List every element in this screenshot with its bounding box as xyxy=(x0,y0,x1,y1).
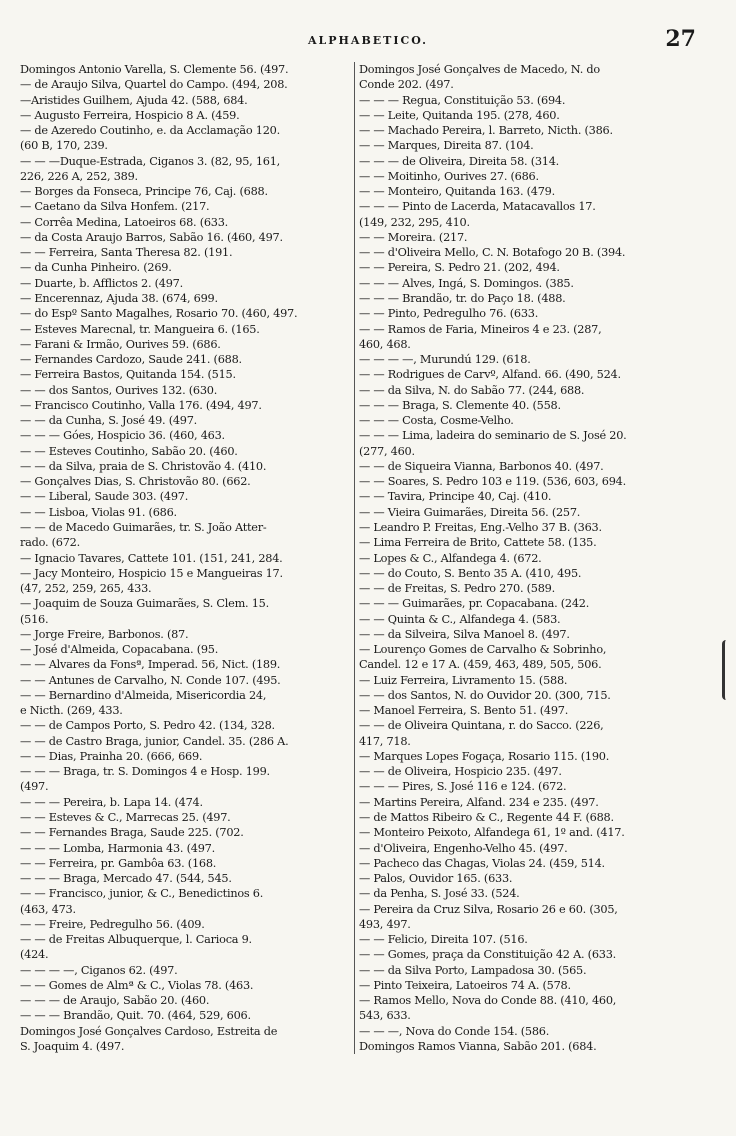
directory-entry-line: rado. (672. xyxy=(20,536,80,550)
directory-entry-line: — — — —, Murundú 129. (618. xyxy=(359,353,531,367)
directory-entry-line: — — — Braga, tr. S. Domingos 4 e Hosp. 199. xyxy=(20,765,270,779)
directory-entry-line: 417, 718. xyxy=(359,734,411,748)
directory-entry-line: — Lopes & C., Alfandega 4. (672. xyxy=(359,551,542,565)
directory-entry-line: — — Rodrigues de Carvº, Alfand. 66. (490, 524. xyxy=(359,368,621,382)
directory-entry-line: Domingos Antonio Varella, S. Clemente 56. (497. xyxy=(20,63,289,76)
directory-entry-line: — — — Lomba, Harmonia 43. (497. xyxy=(20,841,215,855)
directory-entry-line: — Augusto Ferreira, Hospicio 8 A. (459. xyxy=(20,108,240,122)
directory-entry-line: — Farani & Irmão, Ourives 59. (686. xyxy=(20,337,221,351)
directory-entry-line: (60 B, 170, 239. xyxy=(20,139,108,153)
directory-entry-line: — — Ramos de Faria, Mineiros 4 e 23. (287, xyxy=(359,322,602,336)
directory-entry-line: — de Mattos Ribeiro & C., Regente 44 F. (688. xyxy=(359,811,614,825)
directory-entry-line: — Jorge Freire, Barbonos. (87. xyxy=(20,627,189,641)
directory-entry-line: — — dos Santos, Ourives 132. (630. xyxy=(20,383,218,397)
directory-entry-line: — Joaquim de Souza Guimarães, S. Clem. 15. xyxy=(20,597,269,611)
directory-entry-line: — José d'Almeida, Copacabana. (95. xyxy=(20,643,219,657)
directory-entry-line: — — da Silveira, Silva Manoel 8. (497. xyxy=(359,627,570,641)
directory-entry-line: — Caetano da Silva Honfem. (217. xyxy=(20,200,210,214)
directory-entry-line: — Duarte, b. Afflictos 2. (497. xyxy=(20,276,183,290)
directory-entry-line: (277, 460. xyxy=(359,444,415,458)
directory-entry-line: — Francisco Coutinho, Valla 176. (494, 497. xyxy=(20,398,262,412)
directory-entry-line: — — Antunes de Carvalho, N. Conde 107. (495. xyxy=(20,673,281,687)
directory-entry-line: — — —Duque-Estrada, Ciganos 3. (82, 95, 161, xyxy=(20,154,281,168)
directory-entry-line: — — Freire, Pedregulho 56. (409. xyxy=(20,917,205,931)
directory-entry-line: — Ferreira Bastos, Quitanda 154. (515. xyxy=(20,368,236,382)
directory-entry-line: — — Moitinho, Ourives 27. (686. xyxy=(359,169,539,183)
directory-entry-line: — — Felicio, Direita 107. (516. xyxy=(359,933,528,947)
directory-entry-line: Conde 202. (497. xyxy=(359,78,454,92)
directory-entry-line: — — Esteves Coutinho, Sabão 20. (460. xyxy=(20,444,238,458)
directory-entry-line: — de Azeredo Coutinho, e. da Acclamação 120. xyxy=(20,124,280,138)
directory-entry-line: — — — Lima, ladeira do seminario de S. José 20. xyxy=(359,429,627,443)
directory-entry-line: — — — Braga, Mercado 47. (544, 545. xyxy=(20,872,232,886)
directory-entry-line: — — Gomes, praça da Constituição 42 A. (633. xyxy=(359,948,616,962)
directory-entry-line: — — — de Oliveira, Direita 58. (314. xyxy=(359,154,560,168)
directory-entry-line: — da Costa Araujo Barros, Sabão 16. (460, 497. xyxy=(20,230,283,244)
directory-entry-line: — — — Guimarães, pr. Copacabana. (242. xyxy=(359,597,590,611)
margin-mark xyxy=(722,640,730,700)
directory-entry-line: (424. xyxy=(20,948,49,962)
directory-entry-line: — — — Costa, Cosme-Velho. xyxy=(359,414,514,428)
directory-entry-line: 543, 633. xyxy=(359,1009,411,1023)
directory-entry-line: — Borges da Fonseca, Principe 76, Caj. (688. xyxy=(20,185,268,199)
directory-entry-line: — — — Brandão, Quit. 70. (464, 529, 606. xyxy=(20,1009,251,1023)
directory-entry-line: Domingos José Gonçalves de Macedo, N. do xyxy=(359,63,600,76)
directory-entry-line: — Pinto Teixeira, Latoeiros 74 A. (578. xyxy=(359,978,571,992)
directory-entry-line: 226, 226 A, 252, 389. xyxy=(20,169,138,183)
directory-entry-line: — Ramos Mello, Nova do Conde 88. (410, 460, xyxy=(359,994,617,1008)
directory-entry-line: — Pereira da Cruz Silva, Rosario 26 e 60. (305, xyxy=(359,902,618,916)
directory-entry-line: — — Lisboa, Violas 91. (686. xyxy=(20,505,177,519)
directory-entry-line: — Leandro P. Freitas, Eng.-Velho 37 B. (363. xyxy=(359,520,602,534)
directory-entry-line: — — da Silva, N. do Sabão 77. (244, 688. xyxy=(359,383,585,397)
directory-entry-line: — — da Silva, praia de S. Christovão 4. (410. xyxy=(20,459,267,473)
directory-entry-line: — — de Siqueira Vianna, Barbonos 40. (497. xyxy=(359,459,604,473)
directory-entry-line: — Monteiro Peixoto, Alfandega 61, 1º and. (417. xyxy=(359,826,625,840)
directory-entry-line: — — da Cunha, S. José 49. (497. xyxy=(20,414,198,428)
directory-entry-line: — — — Pires, S. José 116 e 124. (672. xyxy=(359,780,567,794)
directory-entry-line: — — Quinta & C., Alfandega 4. (583. xyxy=(359,612,561,626)
directory-entry-line: — Encerennaz, Ajuda 38. (674, 699. xyxy=(20,291,218,305)
directory-entry-line: — — Marques, Direita 87. (104. xyxy=(359,139,534,153)
directory-entry-line: Candel. 12 e 17 A. (459, 463, 489, 505, 506. xyxy=(359,658,602,672)
directory-entry-line: (516. xyxy=(20,612,49,626)
directory-entry-line: — — Alvares da Fonsª, Imperad. 56, Nict. (189. xyxy=(20,658,281,672)
directory-entry-line: — — Machado Pereira, l. Barreto, Nicth. (386. xyxy=(359,124,613,138)
directory-entry-line: — da Penha, S. José 33. (524. xyxy=(359,887,520,901)
directory-entry-line: — Jacy Monteiro, Hospicio 15 e Mangueiras 17. xyxy=(20,566,283,580)
directory-entry-line: —Aristides Guilhem, Ajuda 42. (588, 684. xyxy=(20,93,248,107)
directory-entry-line: — — — Alves, Ingá, S. Domingos. (385. xyxy=(359,276,574,290)
directory-entry-line: — — de Castro Braga, junior, Candel. 35. (286 A. xyxy=(20,734,289,748)
directory-entry-line: — — Moreira. (217. xyxy=(359,230,468,244)
directory-entry-line: 493, 497. xyxy=(359,917,411,931)
directory-entry-line: — — — Brandão, tr. do Paço 18. (488. xyxy=(359,291,566,305)
directory-entry-line: — — de Macedo Guimarães, tr. S. João Atter- xyxy=(20,520,267,534)
directory-entry-line: — — Leite, Quitanda 195. (278, 460. xyxy=(359,108,560,122)
directory-entry-line: — — d'Oliveira Mello, C. N. Botafogo 20 B. (394. xyxy=(359,246,626,260)
directory-entry-line: (497. xyxy=(20,780,49,794)
directory-entry-line: — — Gomes de Almª & C., Violas 78. (463. xyxy=(20,978,254,992)
directory-entry-line: — — de Campos Porto, S. Pedro 42. (134, 328. xyxy=(20,719,275,733)
directory-entry-line: — da Cunha Pinheiro. (269. xyxy=(20,261,172,275)
directory-entry-line: — — — Regua, Constituição 53. (694. xyxy=(359,93,566,107)
directory-entry-line: — Marques Lopes Fogaça, Rosario 115. (190. xyxy=(359,749,610,763)
directory-entry-line: (47, 252, 259, 265, 433. xyxy=(20,582,152,596)
directory-entry-line: — — —, Nova do Conde 154. (586. xyxy=(359,1024,550,1038)
directory-entry-line: — Corrêa Medina, Latoeiros 68. (633. xyxy=(20,215,229,229)
directory-entry-line: — — Ferreira, pr. Gambôa 63. (168. xyxy=(20,856,217,870)
directory-entry-line: — — dos Santos, N. do Ouvidor 20. (300, 715. xyxy=(359,688,611,702)
directory-entry-line: — — — —, Ciganos 62. (497. xyxy=(20,963,178,977)
directory-entry-line: — — — Pereira, b. Lapa 14. (474. xyxy=(20,795,203,809)
directory-entry-line: — — — Braga, S. Clemente 40. (558. xyxy=(359,398,561,412)
directory-entry-line: — — Bernardino d'Almeida, Misericordia 24, xyxy=(20,688,267,702)
page-number: 27 xyxy=(665,26,696,52)
directory-entry-line: — — de Oliveira, Hospicio 235. (497. xyxy=(359,765,562,779)
directory-entry-line: — — do Couto, S. Bento 35 A. (410, 495. xyxy=(359,566,582,580)
directory-entry-line: — — Monteiro, Quitanda 163. (479. xyxy=(359,185,555,199)
directory-entry-line: — Gonçalves Dias, S. Christovão 80. (662. xyxy=(20,475,251,489)
directory-entry-line: — — Francisco, junior, & C., Benedictinos 6. xyxy=(20,887,264,901)
directory-entry-line: — Pacheco das Chagas, Violas 24. (459, 514. xyxy=(359,856,605,870)
directory-entry-line: — — Vieira Guimarães, Direita 56. (257. xyxy=(359,505,581,519)
directory-entry-line: — Palos, Ouvidor 165. (633. xyxy=(359,872,513,886)
directory-entry-line: — Lourenço Gomes de Carvalho & Sobrinho, xyxy=(359,643,607,657)
directory-entry-line: — Ignacio Tavares, Cattete 101. (151, 241, 284. xyxy=(20,551,283,565)
directory-entry-line: — — Liberal, Saude 303. (497. xyxy=(20,490,189,504)
directory-entry-line: — — Ferreira, Santa Theresa 82. (191. xyxy=(20,246,233,260)
right-column xyxy=(354,62,693,1054)
directory-entry-line: — — — Góes, Hospicio 36. (460, 463. xyxy=(20,429,225,443)
directory-entry-line: — — da Silva Porto, Lampadosa 30. (565. xyxy=(359,963,587,977)
directory-entry-line: — de Araujo Silva, Quartel do Campo. (494, 208. xyxy=(20,78,288,92)
directory-entry-line: — — Pinto, Pedregulho 76. (633. xyxy=(359,307,539,321)
directory-entry-line: — — Tavira, Principe 40, Caj. (410. xyxy=(359,490,552,504)
directory-entry-line: — — de Freitas, S. Pedro 270. (589. xyxy=(359,582,555,596)
directory-entry-line: — Luiz Ferreira, Livramento 15. (588. xyxy=(359,673,568,687)
directory-entry-line: e Nicth. (269, 433. xyxy=(20,704,123,718)
directory-entry-line: (463, 473. xyxy=(20,902,76,916)
directory-entry-line: S. Joaquim 4. (497. xyxy=(20,1040,125,1053)
left-column xyxy=(20,62,352,1054)
directory-entry-line: — — Fernandes Braga, Saude 225. (702. xyxy=(20,826,244,840)
directory-entry-line: — Martins Pereira, Alfand. 234 e 235. (497. xyxy=(359,795,599,809)
directory-entry-line: 460, 468. xyxy=(359,337,411,351)
directory-entry-line: Domingos José Gonçalves Cardoso, Estreita de xyxy=(20,1024,278,1038)
directory-entry-line: — — Dias, Prainha 20. (666, 669. xyxy=(20,749,203,763)
directory-entry-line: — — Esteves & C., Marrecas 25. (497. xyxy=(20,811,231,825)
page-header xyxy=(0,22,736,62)
directory-entry-line: — Fernandes Cardozo, Saude 241. (688. xyxy=(20,353,242,367)
directory-entry-line: — Lima Ferreira de Brito, Cattete 58. (135. xyxy=(359,536,597,550)
directory-entry-line: — — — de Araujo, Sabão 20. (460. xyxy=(20,994,210,1008)
directory-entry-line: — — Soares, S. Pedro 103 e 119. (536, 603, 694. xyxy=(359,475,626,489)
directory-entry-line: — — Pereira, S. Pedro 21. (202, 494. xyxy=(359,261,560,275)
directory-entry-line: — — de Freitas Albuquerque, l. Carioca 9. xyxy=(20,933,252,947)
directory-entry-line: — Manoel Ferreira, S. Bento 51. (497. xyxy=(359,704,569,718)
directory-entry-line: Domingos Ramos Vianna, Sabão 201. (684. xyxy=(359,1040,597,1053)
directory-entry-line: — do Espº Santo Magalhes, Rosario 70. (460, 497. xyxy=(20,307,298,321)
directory-entry-line: — Esteves Marecnal, tr. Mangueira 6. (165. xyxy=(20,322,260,336)
directory-entry-line: — — de Oliveira Quintana, r. do Sacco. (226, xyxy=(359,719,604,733)
running-title: ALPHABETICO. xyxy=(307,34,428,47)
directory-entry-line: (149, 232, 295, 410. xyxy=(359,215,470,229)
directory-entry-line: — — — Pinto de Lacerda, Matacavallos 17. xyxy=(359,200,596,214)
directory-entry-line: — d'Oliveira, Engenho-Velho 45. (497. xyxy=(359,841,568,855)
